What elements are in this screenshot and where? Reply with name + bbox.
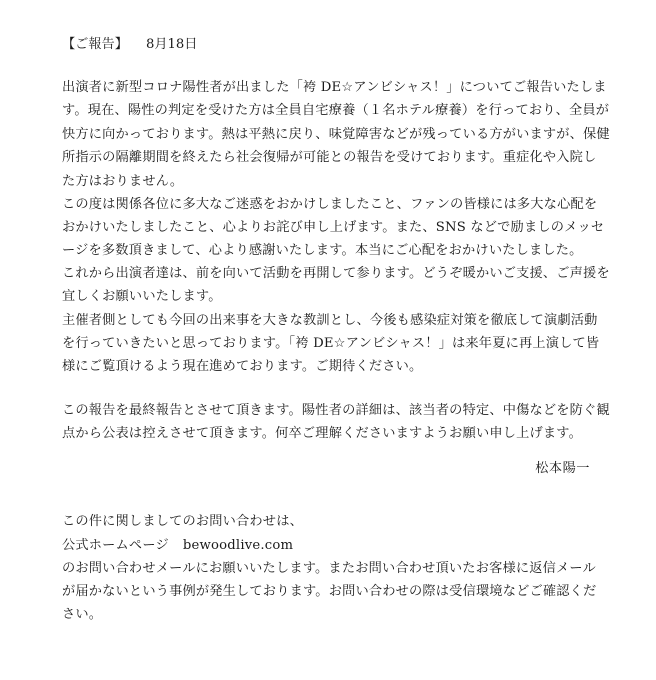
contact-site-label: 公式ホームページ: [62, 538, 169, 553]
body-line: た方はおりません。: [62, 174, 184, 189]
body-line: 様にご覧頂けるよう現在進めております。ご期待ください。: [62, 359, 423, 374]
closing-line: 点から公表は控えさせて頂きます。何卒ご理解くださいますようお願い申し上げます。: [62, 426, 582, 441]
body-line: ージを多数頂きまして、心より感謝いたします。本当にご心配をおかけいたしました。: [62, 243, 583, 258]
report-date: 8月18日: [145, 37, 198, 52]
report-heading: [62, 37, 197, 53]
contact-line: が届かないという事例が発生しております。お問い合わせの際は受信環境などご確認くだ: [62, 584, 597, 599]
contact-intro: この件に関しましてのお問い合わせは、: [62, 514, 303, 529]
body-line: 快方に向かっております。熱は平熱に戻り、味覚障害などが残っている方がいますが、保健: [62, 127, 610, 142]
body-line: 主催者側としても今回の出来事を大きな教訓とし、今後も感染症対策を徹底して演劇活動: [62, 313, 598, 328]
body-line: この度は関係各位に多大なご迷惑をおかけしましたこと、ファンの皆様には多大な心配を: [62, 197, 598, 212]
contact-site-line: [62, 538, 293, 554]
body-line: を行っていきたいと思っております。「袴 DE☆アンビシャス！」は来年夏に再上演して皆: [62, 336, 600, 351]
body-line: 所指示の隔離期間を終えたら社会復帰が可能との報告を受けております。重症化や入院し: [62, 150, 597, 165]
body-line: 出演者に新型コロナ陽性者が出ました「袴 DE☆アンビシャス！」についてご報告いたしま: [62, 80, 607, 95]
closing-line: この報告を最終報告とさせて頂きます。陽性者の詳細は、該当者の特定、中傷などを防ぐ観: [62, 403, 610, 418]
report-label: 【ご報告】: [62, 37, 128, 52]
contact-line: さい。: [62, 607, 103, 622]
contact-site-url: bewoodlive.com: [182, 538, 294, 553]
body-line: これから出演者達は、前を向いて活動を再開して参ります。どうぞ暖かいご支援、ご声援を: [62, 266, 610, 281]
body-line: す。現在、陽性の判定を受けた方は全員自宅療養（１名ホテル療養）を行っており、全員が: [62, 103, 610, 118]
signature: 松本陽一: [535, 461, 590, 476]
body-line: おかけいたしましたこと、心よりお詫び申し上げます。また、SNS などで励ましのメッセ: [62, 220, 605, 235]
body-line: 宜しくお願いいたします。: [62, 289, 222, 304]
contact-line: のお問い合わせメールにお願いいたします。またお問い合わせ頂いたお客様に返信メール: [62, 561, 596, 576]
